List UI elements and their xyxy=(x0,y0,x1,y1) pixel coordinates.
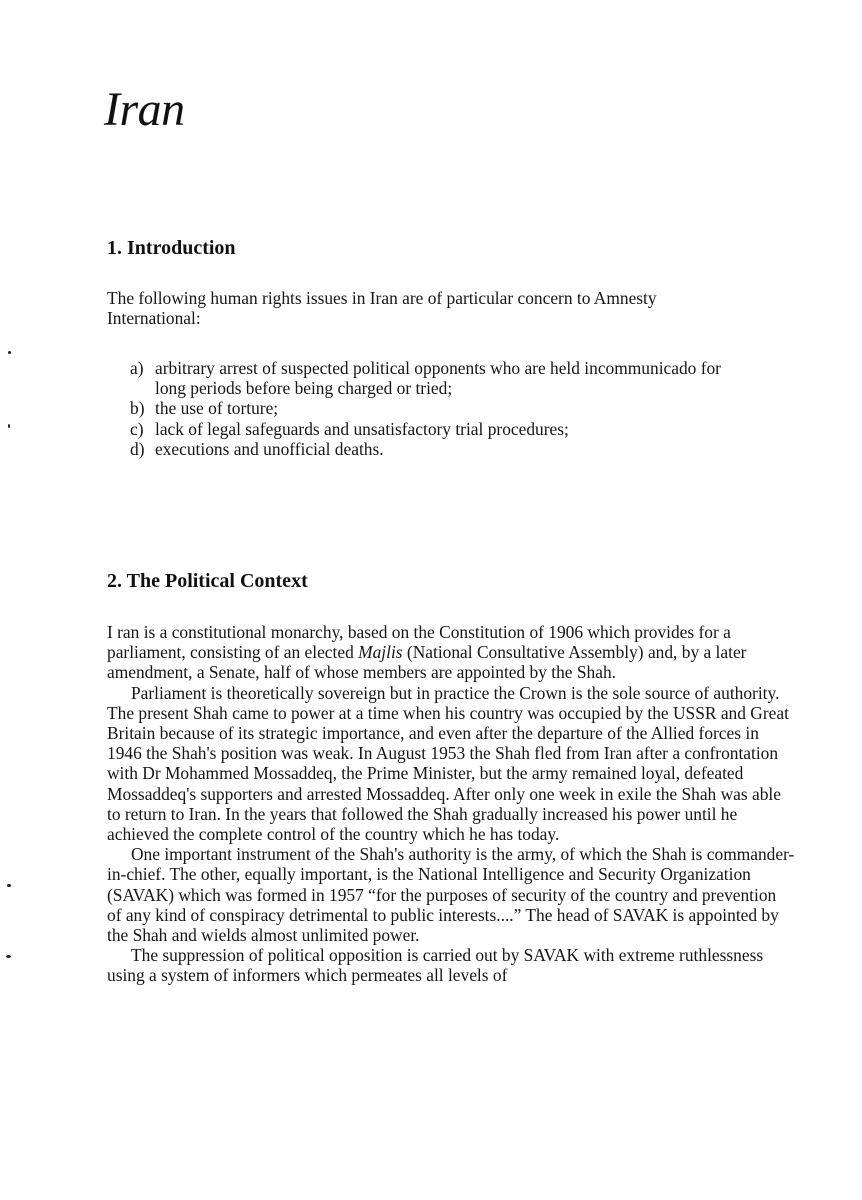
list-marker: c) xyxy=(130,418,144,439)
list-marker: d) xyxy=(130,438,145,459)
list-item xyxy=(130,398,750,418)
page-title: Iran xyxy=(104,83,185,136)
list-item-text: arbitrary arrest of suspected political opponents who are held incommunicado for long periods before being charged or tried; xyxy=(155,358,721,399)
list-item-text: lack of legal safeguards and unsatisfactory trial procedures; xyxy=(155,418,569,439)
paragraph-text: (National Consultative Assembly) and, by a later amendment, a Senate, half of whose members are appointed by the Shah. xyxy=(107,642,747,683)
section-heading-political-context: 2. The Political Context xyxy=(107,570,308,592)
list-item-text: executions and unofficial deaths. xyxy=(155,438,384,459)
introduction-paragraph: The following human rights issues in Iran are of particular concern to Amnesty International: xyxy=(107,288,657,329)
scan-speck xyxy=(8,424,10,428)
body-paragraph: Parliament is theoretically sovereign but in practice the Crown is the sole source of authority. The present Shah came to power at a time when his country was occupied by the USSR and Great Britain because of its strategic importance, and even after the departure of the Allied forces in 1946 the Shah's position was weak. In August 1953 the Shah fled from Iran after a confrontation with Dr Mohammed Mossaddeq, the Prime Minister, but the army remained loyal, defeated Mossaddeq's supporters and arrested Mossaddeq. After only one week in exile the Shah was able to return to Iran. In the years that followed the Shah gradually increased his power until he achieved the complete control of the country which he has today. xyxy=(107,682,789,845)
list-marker: b) xyxy=(130,398,145,419)
list-item xyxy=(130,358,750,398)
political-context-body xyxy=(107,622,795,986)
list-marker: a) xyxy=(130,358,144,378)
scan-speck xyxy=(6,955,11,958)
scan-speck xyxy=(7,884,11,887)
scan-speck xyxy=(8,351,11,354)
concern-list xyxy=(130,358,750,459)
body-paragraph: The suppression of political opposition is carried out by SAVAK with extreme ruthlessness using a system of informers which permeates all levels of xyxy=(107,945,764,986)
list-item-text: the use of torture; xyxy=(155,398,279,419)
paragraph-text: I ran is a constitutional monarchy, based on the Constitution of 1906 which provides for a parliament, consisting of an elected xyxy=(107,622,731,663)
italic-term-majlis: Majlis xyxy=(358,642,403,663)
list-item xyxy=(130,439,750,459)
section-heading-introduction: 1. Introduction xyxy=(107,237,236,259)
list-item xyxy=(130,419,750,439)
body-paragraph: One important instrument of the Shah's authority is the army, of which the Shah is commander-in-chief. The other, equally important, is the National Intelligence and Security Organization (SAVAK) which was formed in 1957 “for the purposes of security of the country and prevention of any kind of conspiracy detrimental to public interests....” The head of SAVAK is appointed by the Shah and wields almost unlimited power. xyxy=(107,844,795,946)
body-paragraph xyxy=(107,622,795,683)
